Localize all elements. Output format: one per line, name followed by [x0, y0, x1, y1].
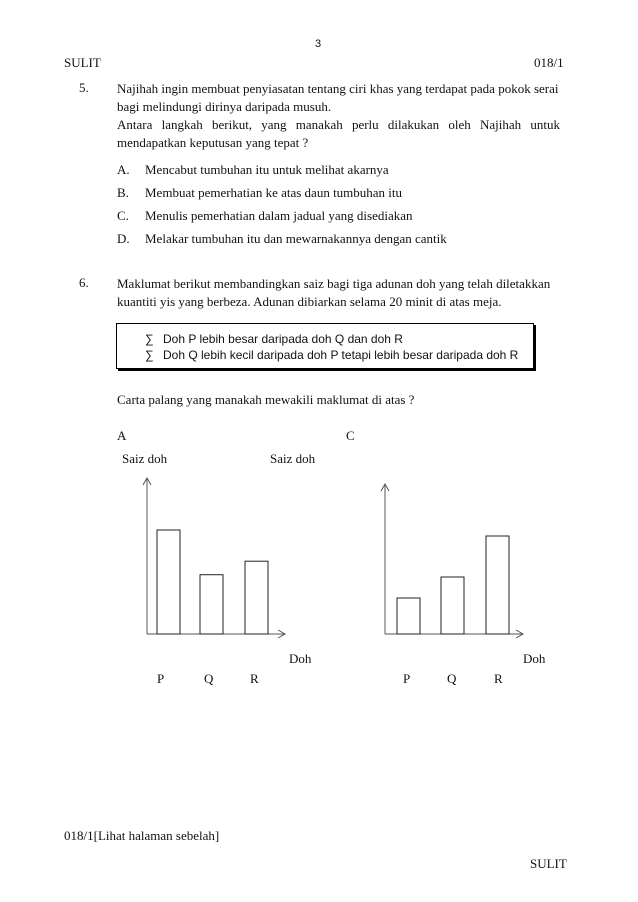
chart-c-bar-r — [486, 536, 509, 634]
chart-c-tick-r: R — [494, 671, 503, 686]
header-left: SULIT — [64, 55, 101, 70]
q6-line-1: Maklumat berikut membandingkan saiz bagi tiga adunan doh yang telah diletakkan — [117, 276, 551, 291]
q5-line-2: bagi melindungi dirinya daripada musuh. — [117, 99, 332, 114]
chart-c-tick-p: P — [403, 671, 411, 686]
footer-left: 018/1[Lihat halaman sebelah] — [64, 828, 220, 843]
q5-option-a-text: Mencabut tumbuhan itu untuk melihat akarnya — [145, 162, 389, 177]
q5-option-c-text: Menulis pemerhatian dalam jadual yang disediakan — [145, 208, 413, 223]
chart-c-option-label[interactable]: C — [346, 428, 355, 443]
q5-line-3: Antara langkah berikut, yang manakah perlu dilakukan oleh Najihah untuk — [117, 117, 560, 132]
chart-a-option-label[interactable]: A — [117, 428, 127, 443]
page-number: 3 — [315, 38, 322, 50]
chart-a-xlabel: Doh — [289, 651, 312, 666]
header-right: 018/1 — [534, 55, 564, 70]
footer-right: SULIT — [530, 856, 567, 871]
chart-a-ylabel: Saiz doh — [122, 451, 168, 466]
info-item-1: Doh P lebih besar daripada doh Q dan doh R — [163, 332, 403, 346]
chart-c-bar-p — [397, 598, 420, 634]
chart-a-tick-p: P — [157, 671, 165, 686]
chart-c-xlabel: Doh — [523, 651, 546, 666]
chart-c-tick-q: Q — [447, 671, 457, 686]
chart-a-bar-p — [157, 530, 180, 634]
q5-option-b-text: Membuat pemerhatian ke atas daun tumbuhan itu — [145, 185, 403, 200]
chart-a-tick-q: Q — [204, 671, 214, 686]
chart-c-ylabel: Saiz doh — [270, 451, 316, 466]
chart-c-bar-q — [441, 577, 464, 634]
q5-option-b-letter: B. — [117, 185, 129, 200]
q5-line-1: Najihah ingin membuat penyiasatan tentang ciri khas yang terdapat pada pokok serai — [117, 81, 559, 96]
chart-a-tick-r: R — [250, 671, 259, 686]
q6-number: 6. — [79, 275, 89, 290]
q5-line-4: mendapatkan keputusan yang tepat ? — [117, 135, 309, 150]
bullet-icon: ∑ — [145, 332, 154, 346]
q5-option-c-letter: C. — [117, 208, 129, 223]
q5-option-d-letter: D. — [117, 231, 130, 246]
info-item-2: Doh Q lebih kecil daripada doh P tetapi lebih besar daripada doh R — [163, 348, 519, 362]
bullet-icon: ∑ — [145, 348, 154, 362]
chart-a-bar-q — [200, 575, 223, 634]
q5-number: 5. — [79, 80, 89, 95]
q6-prompt: Carta palang yang manakah mewakili maklumat di atas ? — [117, 392, 415, 407]
chart-a-bar-r — [245, 561, 268, 634]
q5-option-a-letter: A. — [117, 162, 130, 177]
q6-line-2: kuantiti yis yang berbeza. Adunan dibiarkan selama 20 minit di atas meja. — [117, 294, 502, 309]
q5-option-d-text: Melakar tumbuhan itu dan mewarnakannya dengan cantik — [145, 231, 447, 246]
